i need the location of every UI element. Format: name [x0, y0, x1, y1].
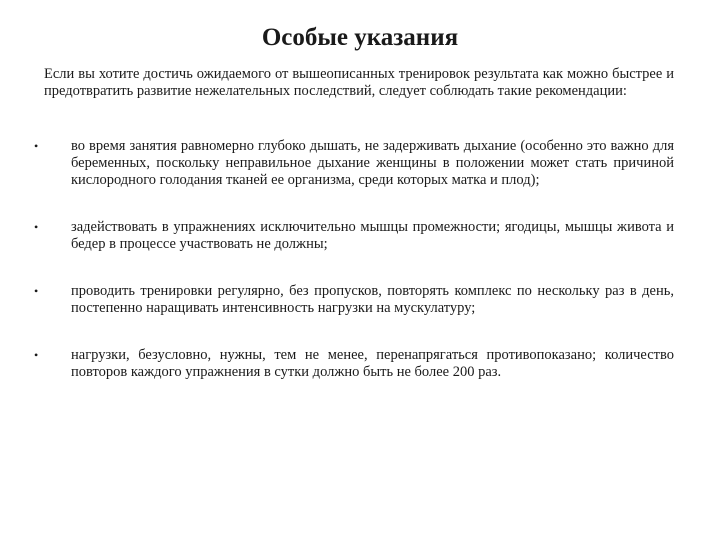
intro-paragraph: Если вы хотите достичь ожидаемого от вышеописанных тренировок результата как можно быстрее и предотвратить развитие нежелательных последствий, следует соблюдать такие рекомендации:	[44, 66, 674, 99]
bullet-icon: •	[34, 284, 39, 298]
list-item	[34, 347, 674, 381]
bullet-icon: •	[34, 220, 39, 234]
list-item	[34, 283, 674, 317]
list-item-text: нагрузки, безусловно, нужны, тем не менее, перенапрягаться противопоказано; количество повторов каждого упражнения в сутки должно быть не более 200 раз.	[71, 347, 674, 380]
slide-title: Особые указания	[261, 24, 459, 51]
list-item-text: проводить тренировки регулярно, без пропусков, повторять комплекс по нескольку раз в день, постепенно наращивать интенсивность нагрузки на мускулатуру;	[71, 283, 674, 316]
bullet-icon: •	[34, 139, 39, 153]
recommendation-list	[34, 138, 674, 381]
bullet-icon: •	[34, 348, 39, 362]
list-item-text: во время занятия равномерно глубоко дышать, не задерживать дыхание (особенно это важно для беременных, поскольку неправильное дыхание женщины в положении может стать причиной кислородного голодания тканей ее организма, среди которых матка и плод);	[71, 138, 674, 188]
list-item	[34, 219, 674, 253]
list-item-text: задействовать в упражнениях исключительно мышцы промежности; ягодицы, мышцы живота и бедер в процессе участвовать не должны;	[71, 219, 674, 252]
list-item	[34, 138, 674, 189]
